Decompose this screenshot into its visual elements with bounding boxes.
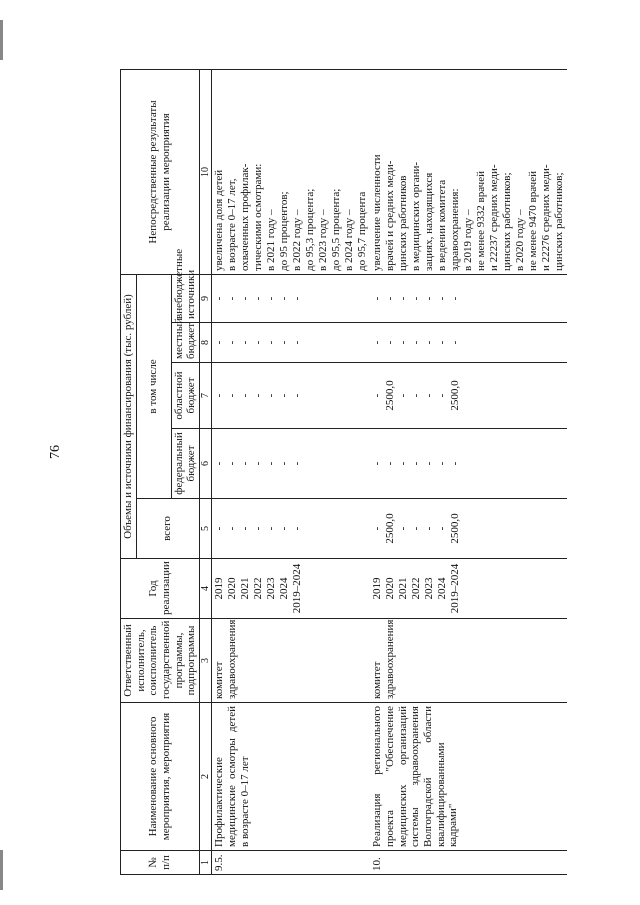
local-value: - [384, 340, 397, 345]
reg-value: 2500,0 [449, 380, 462, 411]
row-executor: комитет здравоохранения [212, 619, 371, 703]
result-line: не менее 9332 врачей [475, 171, 488, 271]
extra-value: - [436, 296, 449, 301]
result-line: в 2023 году – [317, 209, 330, 271]
col-num: 3 [199, 619, 212, 703]
reg-value: - [410, 393, 423, 398]
row-number: 9.5. [212, 851, 371, 875]
header-extra: внебюджетные источники [171, 274, 199, 322]
years-value: 2021 [239, 577, 252, 600]
reg-value: - [278, 393, 291, 398]
result-line: в медицинских органи- [410, 161, 423, 271]
total-value: 2500,0 [449, 513, 462, 544]
local-value: - [252, 340, 265, 345]
local-value: - [397, 340, 410, 345]
reg-value: - [265, 393, 278, 398]
result-line: увеличена доля детей [213, 169, 226, 271]
header-total: всего [136, 499, 199, 559]
header-fed: федеральный бюджет [171, 429, 199, 499]
total-value: - [423, 526, 436, 531]
row-total [212, 499, 371, 559]
total-value: - [278, 526, 291, 531]
result-line: тическими осмотрами: [252, 163, 265, 271]
result-line: в 2020 году – [514, 209, 527, 271]
fed-value: - [252, 461, 265, 466]
result-line: в 2022 году – [291, 209, 304, 271]
total-value: - [226, 526, 239, 531]
extra-value: - [278, 296, 291, 301]
fed-value: - [449, 461, 462, 466]
local-value: - [265, 340, 278, 345]
row-local [212, 323, 371, 363]
scan-edge-mark [0, 20, 3, 60]
row-fed [212, 429, 371, 499]
row-reg [370, 363, 567, 429]
col-num: 9 [199, 274, 212, 322]
total-value: - [291, 526, 304, 531]
row-total [370, 499, 567, 559]
fed-value: - [265, 461, 278, 466]
result-line: до 95,3 процента; [304, 188, 317, 271]
header-local: местный бюджет [171, 323, 199, 363]
row-local [370, 323, 567, 363]
reg-value: - [371, 393, 384, 398]
fed-value: - [436, 461, 449, 466]
total-value: - [397, 526, 410, 531]
local-value: - [423, 340, 436, 345]
col-num: 4 [199, 559, 212, 619]
result-line: в 2024 году – [343, 209, 356, 271]
reg-value: - [213, 393, 226, 398]
header-incl: в том числе [136, 274, 171, 498]
local-value: - [226, 340, 239, 345]
years-value: 2021 [397, 577, 410, 600]
result-line: до 95 процентов; [278, 191, 291, 271]
years-value: 2023 [265, 577, 278, 600]
row-fed [370, 429, 567, 499]
result-line: в возрасте 0–17 лет, [226, 178, 239, 271]
local-value: - [436, 340, 449, 345]
page-number: 76 [48, 445, 63, 459]
reg-value: - [397, 393, 410, 398]
row-extra [370, 274, 567, 322]
extra-value: - [449, 296, 462, 301]
years-value: 2023 [423, 577, 436, 600]
extra-value: - [265, 296, 278, 301]
years-value: 2022 [252, 577, 265, 600]
reg-value: - [436, 393, 449, 398]
total-value: - [410, 526, 423, 531]
reg-value: - [423, 393, 436, 398]
extra-value: - [397, 296, 410, 301]
total-value: 2500,0 [384, 513, 397, 544]
years-value: 2024 [436, 577, 449, 600]
header-result: Непосредственные результаты реализации мероприятия [121, 69, 200, 274]
fed-value: - [239, 461, 252, 466]
extra-value: - [226, 296, 239, 301]
reg-value: - [291, 393, 304, 398]
reg-value: 2500,0 [384, 380, 397, 411]
local-value: - [410, 340, 423, 345]
total-value: - [252, 526, 265, 531]
result-line: зациях, находящихся [423, 172, 436, 271]
local-value: - [371, 340, 384, 345]
result-line: и 22276 средних меди- [540, 164, 553, 271]
column-number-row [199, 69, 212, 874]
years-value: 2022 [410, 577, 423, 600]
rotated-table-container [120, 70, 630, 875]
table-body [212, 69, 568, 874]
fed-value: - [213, 461, 226, 466]
years-value: 2019 [371, 577, 384, 600]
local-value: - [213, 340, 226, 345]
result-line: охваченных профилак- [239, 163, 252, 271]
extra-value: - [252, 296, 265, 301]
col-num: 8 [199, 323, 212, 363]
header-name: Наименование основного мероприятия, мероприятия [121, 703, 200, 851]
years-value: 2024 [278, 577, 291, 600]
funding-table [120, 69, 567, 875]
extra-value: - [239, 296, 252, 301]
result-line: в 2021 году – [265, 209, 278, 271]
col-num: 2 [199, 703, 212, 851]
extra-value: - [371, 296, 384, 301]
extra-value: - [384, 296, 397, 301]
result-line: здравоохранения: [449, 188, 462, 271]
result-line: врачей и средних меди- [384, 160, 397, 271]
col-num: 10 [199, 69, 212, 274]
fed-value: - [371, 461, 384, 466]
result-line: в 2019 году – [462, 209, 475, 271]
reg-value: - [226, 393, 239, 398]
total-value: - [265, 526, 278, 531]
row-name: Профилактические медицинские осмотры детей в возрасте 0–17 лет [212, 703, 371, 851]
row-extra [212, 274, 371, 322]
result-line: до 95,5 процента; [330, 188, 343, 271]
years-value: 2020 [226, 577, 239, 600]
fed-value: - [397, 461, 410, 466]
total-value: - [239, 526, 252, 531]
result-line: до 95,7 процента [356, 191, 369, 271]
local-value: - [239, 340, 252, 345]
row-years [370, 559, 567, 619]
result-line: цинских работников; [553, 172, 566, 271]
total-value: - [213, 526, 226, 531]
header-funding: Объемы и источники финансирования (тыс. рублей) [121, 274, 137, 558]
result-line: увеличение численности [371, 154, 384, 271]
row-reg [212, 363, 371, 429]
result-line: не менее 9470 врачей [527, 171, 540, 271]
result-line: в ведении комитета [436, 179, 449, 271]
years-value: 2019–2024 [449, 563, 462, 614]
extra-value: - [423, 296, 436, 301]
extra-value: - [213, 296, 226, 301]
row-executor: комитет здравоохранения [370, 619, 567, 703]
fed-value: - [423, 461, 436, 466]
reg-value: - [239, 393, 252, 398]
row-years [212, 559, 371, 619]
header-reg: областной бюджет [171, 363, 199, 429]
row-number: 10. [370, 851, 567, 875]
fed-value: - [291, 461, 304, 466]
header-exec: Ответственный исполнитель, соисполнитель государственной программы, подпрограммы [121, 619, 200, 703]
header-year: Год реализации [121, 559, 200, 619]
total-value: - [371, 526, 384, 531]
result-line: цинских работников; [501, 172, 514, 271]
col-num: 1 [199, 851, 212, 875]
local-value: - [449, 340, 462, 345]
extra-value: - [291, 296, 304, 301]
years-value: 2020 [384, 577, 397, 600]
fed-value: - [278, 461, 291, 466]
extra-value: - [410, 296, 423, 301]
fed-value: - [226, 461, 239, 466]
result-line: и 22237 средних меди- [488, 164, 501, 271]
reg-value: - [252, 393, 265, 398]
total-value: - [436, 526, 449, 531]
row-result [212, 69, 371, 274]
fed-value: - [384, 461, 397, 466]
years-value: 2019–2024 [291, 563, 304, 614]
years-value: 2019 [213, 577, 226, 600]
local-value: - [291, 340, 304, 345]
result-line: цинских работников [397, 175, 410, 271]
col-num: 6 [199, 429, 212, 499]
row-name: Реализация регионального проекта "Обеспечение медицинских организаций системы здравоохранения Волгоградской области квалифицированными кадрами" [370, 703, 567, 851]
table-row [370, 69, 567, 874]
local-value: - [278, 340, 291, 345]
header-no: № п/п [121, 851, 200, 875]
scan-edge-mark [0, 850, 3, 890]
row-result [370, 69, 567, 274]
col-num: 7 [199, 363, 212, 429]
fed-value: - [410, 461, 423, 466]
table-row [212, 69, 371, 874]
col-num: 5 [199, 499, 212, 559]
